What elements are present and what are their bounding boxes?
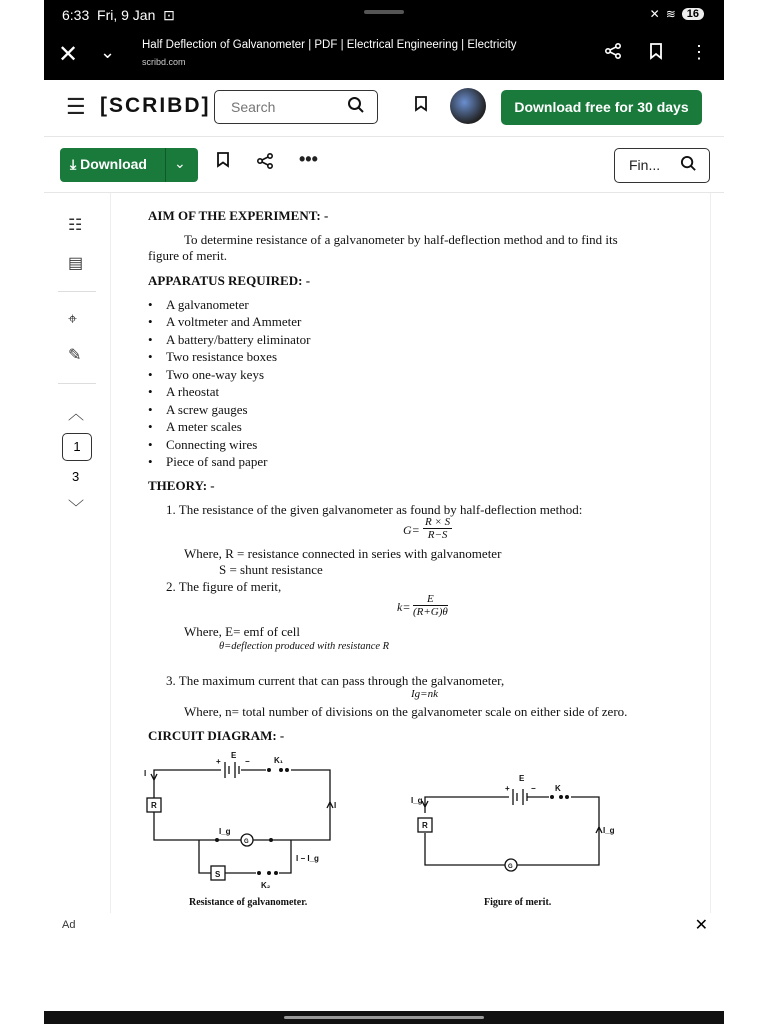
apparatus-heading: APPARATUS REQUIRED: - <box>148 273 311 288</box>
label-i: I <box>144 769 147 778</box>
label-k2: K₂ <box>261 881 271 890</box>
theory-item-2: 2. The figure of merit, <box>166 579 282 594</box>
download-icon: ⤓ <box>70 156 77 172</box>
saved-bookmark-icon[interactable] <box>414 96 428 117</box>
list-item: • A screw gauges <box>166 402 248 418</box>
label-s: S <box>215 870 221 879</box>
hamburger-menu-icon[interactable]: ☰ <box>66 94 86 119</box>
status-bar <box>44 0 724 30</box>
page-url: scribd.com <box>142 57 186 67</box>
formula-g-denominator: R−S <box>427 529 448 541</box>
list-item: • Two one-way keys <box>166 367 264 383</box>
list-item: • A voltmeter and Ammeter <box>166 314 301 330</box>
label-i-minus-ig: I − I_g <box>296 854 319 863</box>
formula-k-numerator: E <box>413 593 448 606</box>
close-ad-icon[interactable]: ✕ <box>694 917 708 934</box>
label-i-right: I <box>334 801 337 810</box>
label-plus: + <box>505 784 510 793</box>
list-item: • Connecting wires <box>166 437 257 453</box>
chevron-down-icon[interactable]: ⌄ <box>100 42 116 62</box>
pages-icon[interactable]: ▤ <box>68 255 84 272</box>
label-plus: + <box>216 757 221 766</box>
mute-icon: ✕ <box>649 7 660 21</box>
search-box[interactable] <box>214 90 378 124</box>
formula-ig: Ig=nk <box>411 688 438 700</box>
translate-icon[interactable]: ⌖ <box>68 311 78 328</box>
formula-g-lhs: G= <box>403 523 420 537</box>
download-button[interactable] <box>60 148 198 182</box>
home-indicator[interactable] <box>284 1016 484 1019</box>
circuit-diagram-galvanometer-resistance <box>141 748 341 898</box>
label-minus: − <box>531 784 536 793</box>
page-title: Half Deflection of Galvanometer | PDF | Electrical Engineering | Electricity <box>142 39 517 51</box>
aim-text-line1: To determine resistance of a galvanometer by half-deflection method and to find its <box>184 232 618 247</box>
drag-handle[interactable] <box>364 10 404 14</box>
document-page <box>110 193 711 913</box>
more-menu-icon[interactable]: ⋮ <box>690 42 708 62</box>
list-item: • Two resistance boxes <box>166 349 277 365</box>
ad-label: Ad <box>62 919 76 931</box>
left-rail <box>44 193 110 913</box>
site-header <box>44 80 724 137</box>
outline-list-icon[interactable]: ☷ <box>68 217 83 234</box>
close-tab-icon[interactable]: ✕ <box>58 41 79 68</box>
search-icon[interactable] <box>680 155 697 177</box>
chevron-down-icon[interactable]: ﹀ <box>68 500 85 517</box>
circuit-diagram-figure-of-merit <box>409 773 615 893</box>
theory-where-2: Where, E= emf of cell <box>184 624 300 639</box>
list-item: • A galvanometer <box>166 297 249 313</box>
status-time: 6:33 Fri, 9 Jan ⊡ <box>62 7 175 23</box>
circuit-heading: CIRCUIT DIAGRAM: - <box>148 728 285 743</box>
download-free-button[interactable]: Download free for 30 days <box>501 90 702 125</box>
label-k: K <box>555 784 561 793</box>
formula-g-fraction <box>423 516 452 541</box>
list-item: • A battery/battery eliminator <box>166 332 310 348</box>
caption-left: Resistance of galvanometer. <box>189 897 308 908</box>
find-input[interactable]: Fin... <box>629 157 661 173</box>
list-item: • A rheostat <box>166 384 219 400</box>
system-nav-bar <box>44 1011 724 1024</box>
label-r: R <box>422 821 428 830</box>
current-page-input[interactable]: 1 <box>62 433 92 461</box>
ad-banner[interactable] <box>44 913 724 1011</box>
theory-where-1: Where, R = resistance connected in series with galvanometer <box>184 546 502 561</box>
aim-heading: AIM OF THE EXPERIMENT: - <box>148 208 329 223</box>
formula-k-denominator: (R+G)θ <box>413 606 448 618</box>
formula-k-fraction <box>413 593 448 618</box>
share-icon[interactable] <box>604 42 622 65</box>
chevron-down-icon[interactable]: ⌄ <box>174 155 186 171</box>
status-icons <box>650 7 704 21</box>
theory-item-1: 1. The resistance of the given galvanometer as found by half-deflection method: <box>166 502 583 517</box>
caption-right: Figure of merit. <box>484 897 552 908</box>
formula-g-numerator: R × S <box>425 516 451 528</box>
total-pages: 3 <box>72 469 80 484</box>
download-label: Download <box>80 156 147 172</box>
theory-where-1b: S = shunt resistance <box>219 562 323 577</box>
theory-where-2b: θ=deflection produced with resistance R <box>219 641 390 652</box>
label-k1: K₁ <box>274 756 284 765</box>
list-item: • A meter scales <box>166 419 242 435</box>
label-g: G <box>244 839 249 845</box>
list-item: • Piece of sand paper <box>166 454 267 470</box>
formula-k-lhs: k= <box>397 600 411 614</box>
label-e: E <box>231 751 237 760</box>
browser-toolbar <box>44 30 724 80</box>
avatar[interactable] <box>450 88 486 124</box>
search-icon[interactable] <box>347 96 365 119</box>
wifi-icon: ≋ <box>665 7 676 21</box>
search-input[interactable] <box>229 98 343 116</box>
find-in-document[interactable] <box>614 148 710 183</box>
label-ig: I_g <box>219 827 231 836</box>
label-g: G <box>508 864 513 870</box>
save-bookmark-icon[interactable] <box>216 152 230 173</box>
more-options-icon[interactable]: ••• <box>299 149 318 169</box>
battery-icon: 16 <box>682 8 704 20</box>
annotate-pencil-icon[interactable]: ✎ <box>68 347 82 364</box>
theory-item-3: 3. The maximum current that can pass through the galvanometer, <box>166 673 505 688</box>
label-minus: − <box>245 757 250 766</box>
scribd-logo[interactable]: [SCRIBD] <box>100 94 211 117</box>
bookmark-icon[interactable] <box>648 42 664 65</box>
label-ig-right: I_g <box>603 826 615 835</box>
theory-where-3: Where, n= total number of divisions on the galvanometer scale on either side of zero. <box>184 704 628 719</box>
share-icon[interactable] <box>256 152 274 175</box>
theory-heading: THEORY: - <box>148 478 215 493</box>
document-toolbar <box>44 136 724 193</box>
label-ig: I_g <box>411 796 423 805</box>
label-e: E <box>519 774 525 783</box>
chevron-up-icon[interactable]: ︿ <box>68 406 85 423</box>
aim-text-line2: figure of merit. <box>148 248 228 263</box>
label-r: R <box>151 801 157 810</box>
